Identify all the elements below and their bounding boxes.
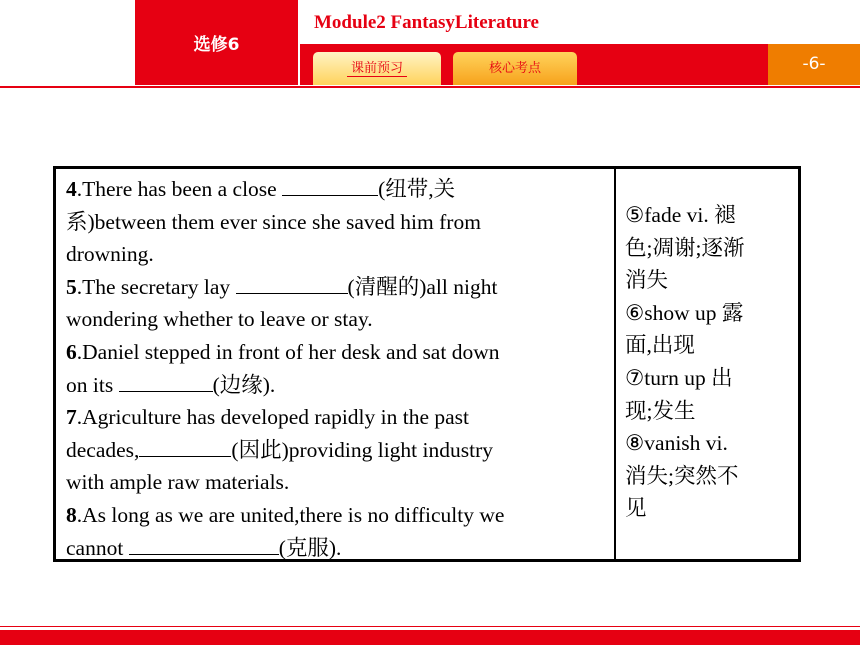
tab-preview[interactable] — [313, 52, 441, 85]
vocab-line: ⑤fade vi. 褪 — [625, 203, 736, 227]
question-5-line-1: 5.The secretary lay (清醒的)all night — [66, 271, 606, 304]
tab-preview-label: 课前预习 — [347, 61, 407, 77]
question-4-line-2: 系)between them ever since she saved him from — [66, 209, 481, 234]
answer-blank[interactable] — [119, 369, 213, 392]
answer-blank[interactable] — [139, 434, 231, 457]
question-number: 5 — [66, 274, 77, 299]
vocab-line: 消失 — [625, 268, 669, 293]
question-4-line-1: 4.There has been a close (纽带,关 — [66, 173, 606, 206]
table-column-divider — [614, 169, 616, 559]
answer-blank[interactable] — [129, 532, 279, 555]
tab-core-points[interactable] — [453, 52, 577, 85]
question-number: 6 — [66, 339, 77, 364]
question-number: 4 — [66, 177, 77, 201]
vocab-line: 见 — [625, 496, 647, 521]
answer-blank[interactable] — [282, 173, 378, 196]
question-6-line-1: 6.Daniel stepped in front of her desk and sat down — [66, 339, 500, 364]
page-number: -6- — [802, 54, 826, 74]
vocab-line: 色;凋谢;逐渐 — [625, 235, 745, 260]
vocab-line: 现;发生 — [625, 398, 696, 423]
footer-bar — [0, 630, 860, 645]
exercise-table — [53, 166, 801, 562]
question-number: 7 — [66, 405, 77, 430]
course-label: 选修6 — [193, 35, 240, 55]
question-number: 8 — [66, 502, 77, 527]
vocab-line: ⑦turn up 出 — [625, 365, 733, 390]
course-badge — [135, 0, 298, 85]
question-5-line-2: wondering whether to leave or stay. — [66, 307, 373, 332]
question-8-line-2: cannot (克服). — [66, 532, 606, 565]
footer-rule — [0, 626, 860, 627]
page-number-box — [768, 44, 860, 85]
vocab-line: ⑥show up 露 — [625, 300, 744, 325]
question-7-line-3: with ample raw materials. — [66, 470, 290, 495]
question-7-line-2: decades, (因此)providing light industry — [66, 434, 606, 467]
vocab-line: ⑧vanish vi. — [625, 431, 728, 456]
exercise-questions — [66, 173, 606, 564]
vocab-line: 消失;突然不 — [625, 463, 739, 488]
answer-blank[interactable] — [236, 271, 348, 294]
header-rule — [0, 86, 860, 88]
question-4-line-3: drowning. — [66, 242, 154, 267]
vocabulary-notes — [625, 199, 793, 525]
question-6-line-2: on its (边缘). — [66, 369, 606, 402]
question-8-line-1: 8.As long as we are united,there is no difficulty we — [66, 502, 505, 527]
module-title: Module2 FantasyLiterature — [314, 12, 539, 33]
tab-core-points-label: 核心考点 — [488, 61, 541, 76]
vocab-line: 面,出现 — [625, 333, 695, 358]
question-7-line-1: 7.Agriculture has developed rapidly in the past — [66, 405, 470, 430]
